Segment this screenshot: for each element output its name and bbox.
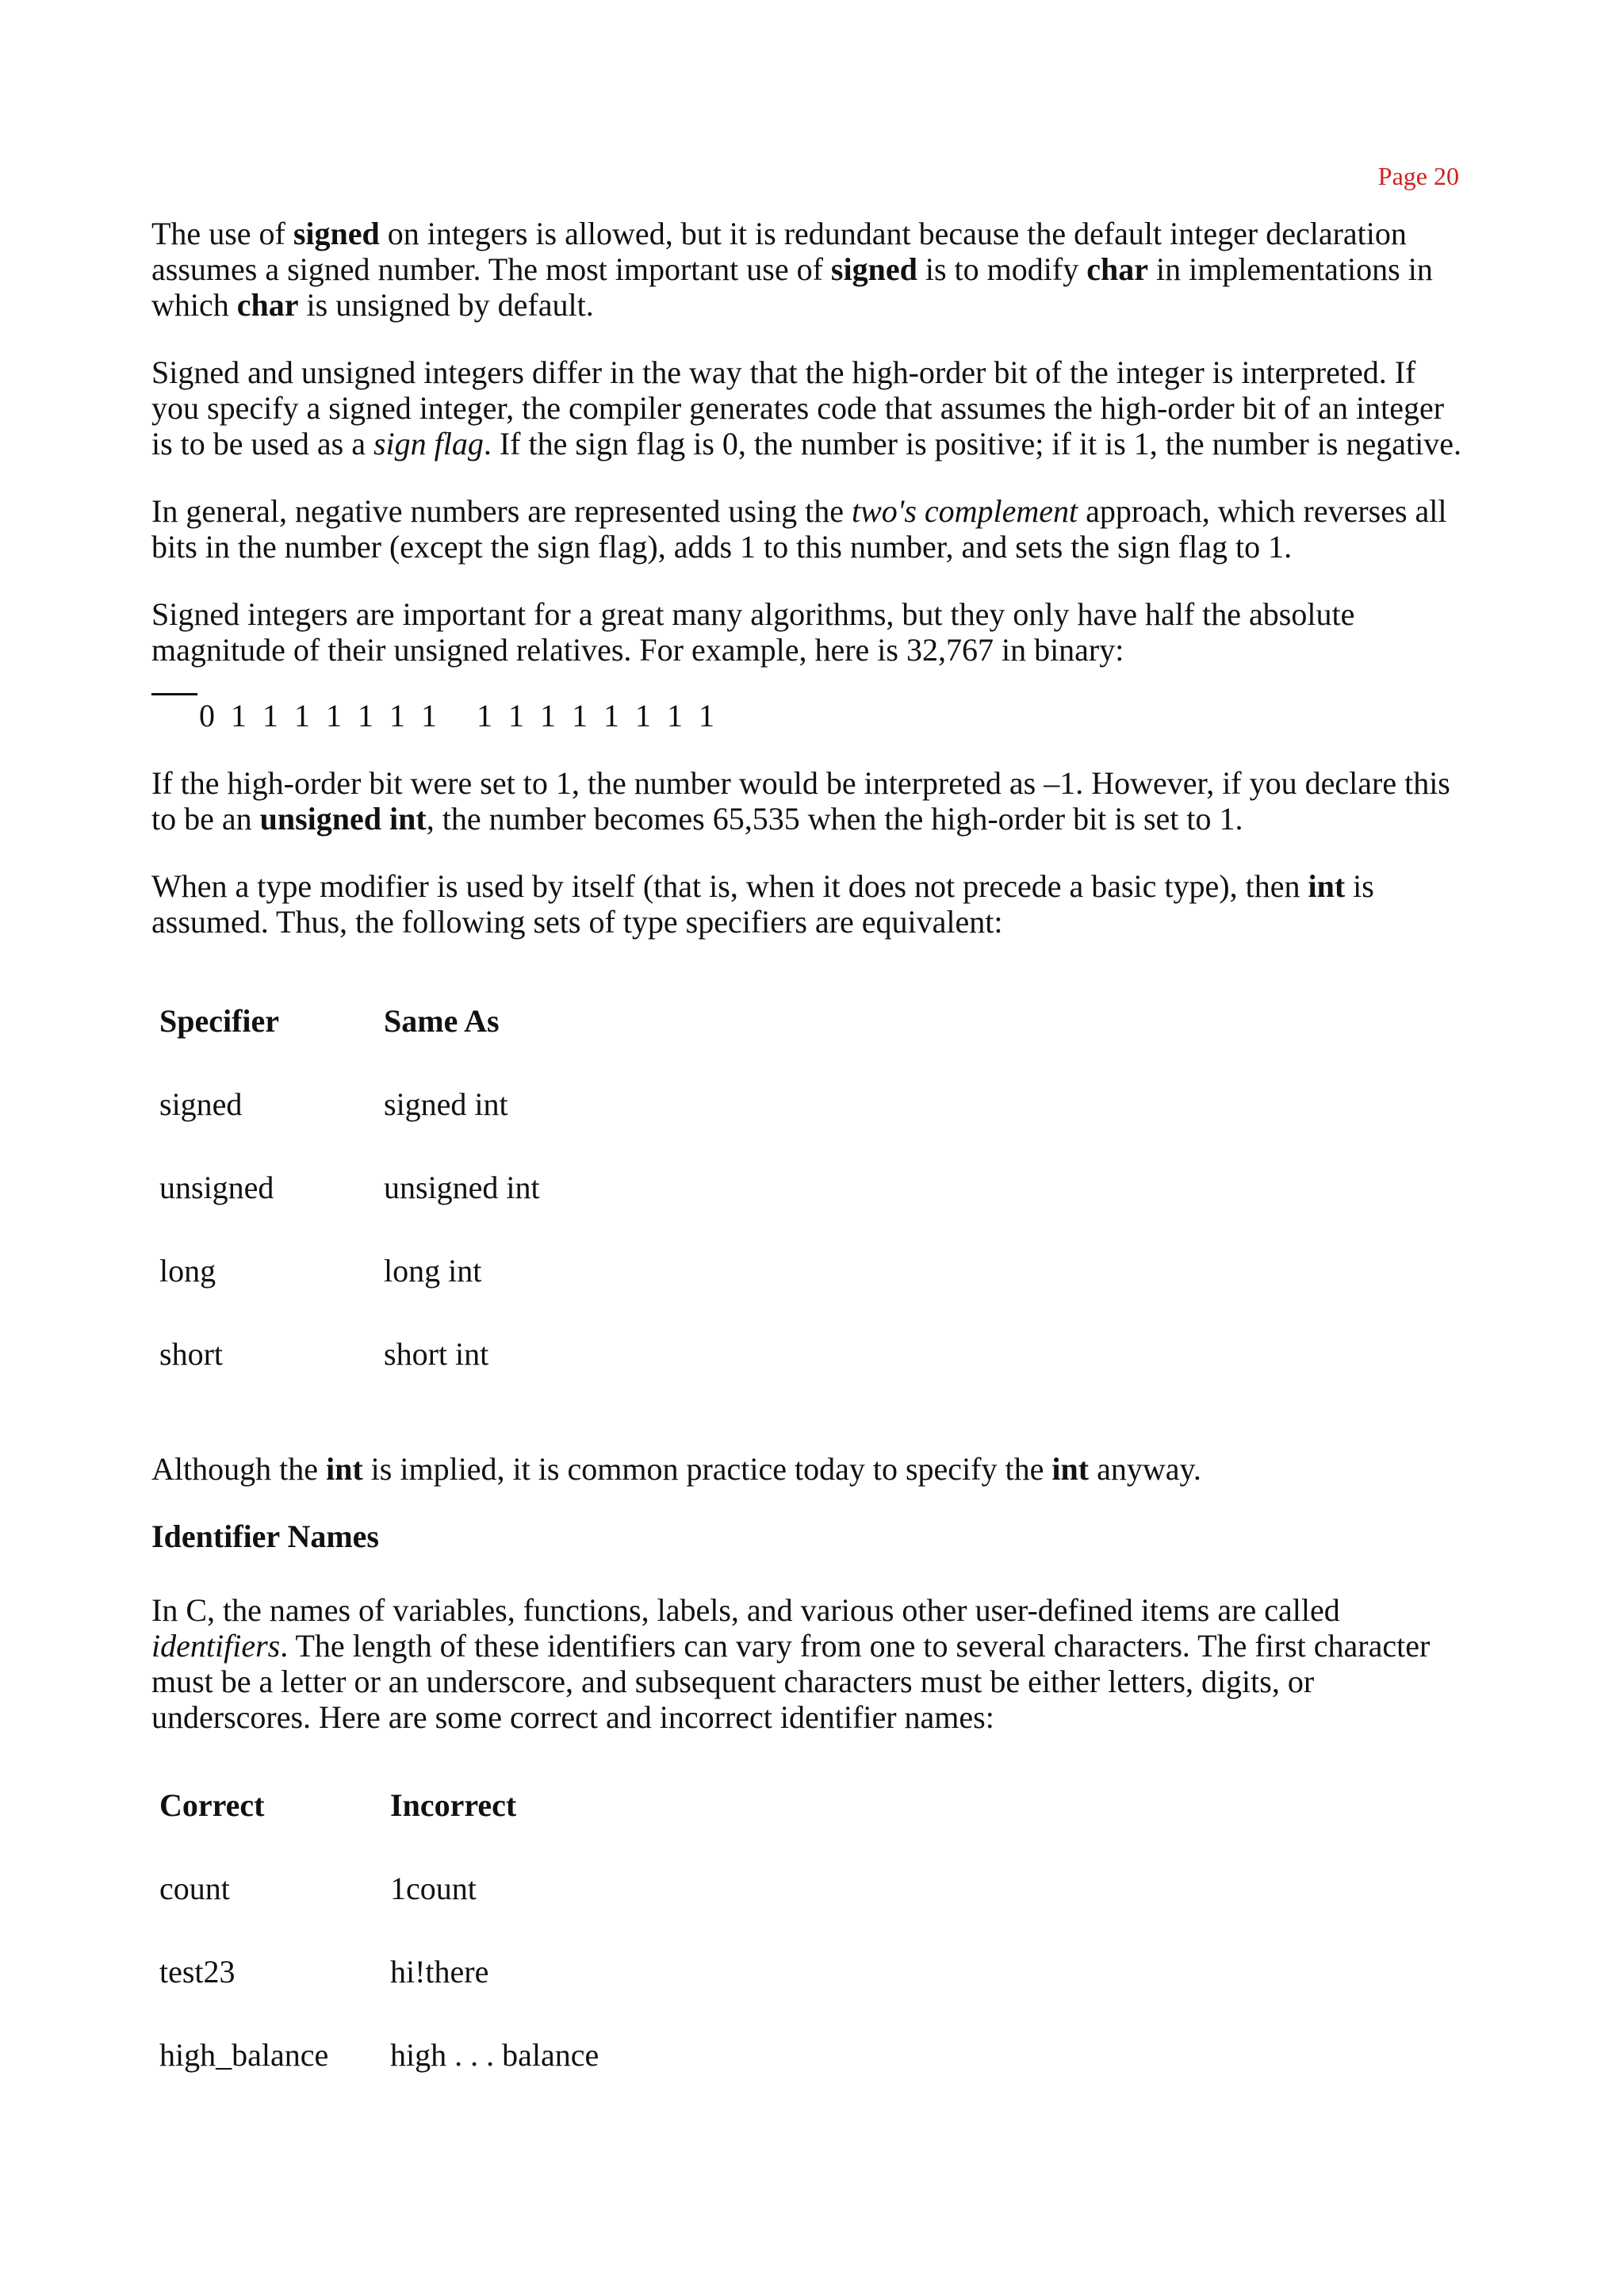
table-header-row <box>159 1764 599 1847</box>
table-row <box>159 1063 540 1146</box>
paragraph-magnitude: Signed integers are important for a great many algorithms, but they only have half the absolute magnitude of their unsigned relatives. For example, here is 32,767 in binary: <box>151 596 1355 668</box>
table-row <box>159 1146 540 1229</box>
table-header: Correct <box>159 1787 265 1823</box>
table-cell: signed int <box>384 1086 508 1122</box>
table-cell: count <box>159 1871 230 1906</box>
specifier-table <box>159 979 540 1396</box>
table-cell: long int <box>384 1253 482 1289</box>
binary-digits: 0 1 1 1 1 1 1 1 1 1 1 1 1 1 1 1 <box>199 698 718 733</box>
page-number: Page 20 <box>1377 162 1459 190</box>
table-row <box>159 2013 599 2097</box>
table-header: Specifier <box>159 1003 280 1039</box>
table-cell: unsigned <box>159 1170 274 1205</box>
sign-bit-bar <box>151 693 197 695</box>
section-heading: Identifier Names <box>151 1518 379 1554</box>
table-cell: 1count <box>390 1871 477 1906</box>
table-header: Incorrect <box>390 1787 517 1823</box>
paragraph-twos-complement: In general, negative numbers are represented using the two's complement approach, which reverses all bits in the number (except the sign flag), adds 1 to this number, and sets the sign flag to 1. <box>151 493 1447 565</box>
table-header-row <box>159 979 540 1063</box>
paragraph-identifiers: In C, the names of variables, functions, labels, and various other user-defined items are called identifiers. The length of these identifiers can vary from one to several characters. The first character must be a letter or an underscore, and subsequent characters must be either letters, digits, or underscores. Here are some correct and incorrect identifier names: <box>151 1592 1431 1735</box>
table-cell: short int <box>384 1336 489 1372</box>
paragraph-signed-usage: The use of signed on integers is allowed, but it is redundant because the default integer declaration assumes a signed number. The most important use of signed is to modify char in implementations in which char is unsigned by default. <box>151 216 1433 323</box>
table-row <box>159 1312 540 1396</box>
table-cell: short <box>159 1336 223 1372</box>
table-row <box>159 1229 540 1312</box>
table-header: Same As <box>384 1003 500 1039</box>
table-cell: long <box>159 1253 216 1289</box>
table-row <box>159 1930 599 2013</box>
paragraph-high-order-bit: Signed and unsigned integers differ in the way that the high-order bit of the integer is interpreted. If you specify a signed integer, the compiler generates code that assumes the high-order bit of an integer is to be used as a sign flag. If the sign flag is 0, the number is positive; if it is 1, the number is negative. <box>151 354 1461 461</box>
paragraph-int-implied: Although the int is implied, it is common practice today to specify the int anyway. <box>151 1451 1201 1487</box>
binary-example <box>151 698 1468 733</box>
table-cell: signed <box>159 1086 243 1122</box>
table-cell: unsigned int <box>384 1170 540 1205</box>
table-cell: high . . . balance <box>390 2037 599 2073</box>
paragraph-type-modifier: When a type modifier is used by itself (that is, when it does not precede a basic type), then int is assumed. Thus, the following sets of type specifiers are equivalent: <box>151 868 1374 940</box>
identifier-table <box>159 1764 599 2097</box>
table-cell: test23 <box>159 1954 236 1990</box>
table-cell: hi!there <box>390 1954 489 1990</box>
page-body <box>151 216 1468 2097</box>
table-cell: high_balance <box>159 2037 329 2073</box>
paragraph-unsigned-int: If the high-order bit were set to 1, the number would be interpreted as –1. However, if you declare this to be an unsigned int, the number becomes 65,535 when the high-order bit is set to 1. <box>151 765 1450 837</box>
table-row <box>159 1847 599 1930</box>
